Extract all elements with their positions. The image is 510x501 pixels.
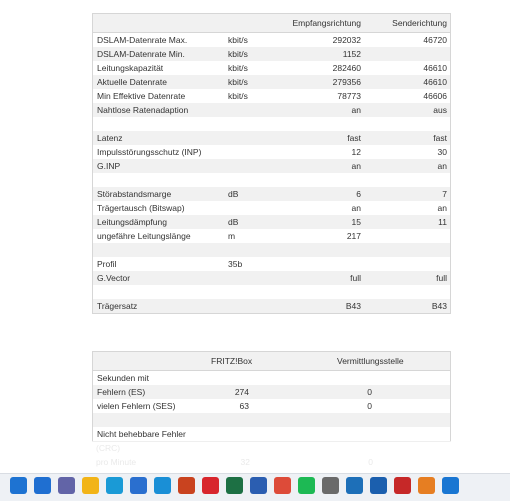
table-cell: kbit/s	[228, 91, 248, 101]
table-header-row	[93, 352, 450, 371]
table-row	[93, 201, 450, 215]
table-cell: B43	[431, 301, 447, 311]
table-row	[93, 371, 450, 385]
header-empfangsrichtung: Empfangsrichtung	[292, 18, 361, 28]
table-cell: Störabstandsmarge	[97, 189, 172, 199]
table-cell: 35b	[228, 259, 243, 269]
table-header-row	[93, 14, 450, 33]
table-row	[93, 145, 450, 159]
table-cell: an	[351, 105, 361, 115]
table-cell: 7	[442, 189, 447, 199]
table-row	[93, 89, 450, 103]
word-icon[interactable]	[250, 477, 267, 494]
table-cell: dB	[228, 217, 239, 227]
table-cell: B43	[345, 301, 361, 311]
table-cell: aus	[433, 105, 447, 115]
table-row	[93, 413, 450, 427]
chrome-icon[interactable]	[274, 477, 291, 494]
vpn-app-icon[interactable]	[346, 477, 363, 494]
table-cell: 292032	[332, 35, 361, 45]
table-row	[93, 385, 450, 399]
start-icon[interactable]	[10, 477, 27, 494]
store-icon[interactable]	[130, 477, 147, 494]
powerpoint-icon[interactable]	[178, 477, 195, 494]
table-row	[93, 47, 450, 61]
table-cell: m	[228, 231, 236, 241]
table-row	[93, 427, 450, 441]
table-cell: 6	[356, 189, 361, 199]
table-cell: Trägertausch (Bitswap)	[97, 203, 185, 213]
spotify-icon[interactable]	[298, 477, 315, 494]
table-cell: 15	[351, 217, 361, 227]
red-app-icon[interactable]	[394, 477, 411, 494]
table-cell: 78773	[337, 91, 361, 101]
table-cell: Nahtlose Ratenadaption	[97, 105, 189, 115]
table-cell: an	[437, 203, 447, 213]
table-cell: an	[437, 161, 447, 171]
teams-icon[interactable]	[58, 477, 75, 494]
table-cell: an	[351, 203, 361, 213]
table-row	[93, 187, 450, 201]
table-row	[93, 229, 450, 243]
table-cell: fast	[347, 133, 361, 143]
table-cell: Fehlern (ES)	[97, 387, 146, 397]
table-cell: 0	[367, 387, 372, 397]
table-row	[93, 215, 450, 229]
table-cell: G.Vector	[97, 273, 131, 283]
table-cell: kbit/s	[228, 35, 248, 45]
taskbar-overlay	[0, 441, 510, 473]
table-cell: DSLAM-Datenrate Max.	[97, 35, 188, 45]
header-senderichtung: Senderichtung	[392, 18, 447, 28]
table-cell: 63	[239, 401, 249, 411]
table-cell: full	[350, 273, 361, 283]
table-cell: Profil	[97, 259, 117, 269]
table-cell: 46720	[423, 35, 447, 45]
taskbar	[0, 441, 510, 500]
acrobat-icon[interactable]	[202, 477, 219, 494]
table-row	[93, 257, 450, 271]
table-row	[93, 117, 450, 131]
table-row	[93, 131, 450, 145]
table-cell: 217	[346, 231, 361, 241]
table-cell: kbit/s	[228, 77, 248, 87]
table-cell: Sekunden mit	[97, 373, 149, 383]
table-cell: dB	[228, 189, 239, 199]
table-cell: DSLAM-Datenrate Min.	[97, 49, 185, 59]
table-row	[93, 173, 450, 187]
table-cell: 0	[367, 401, 372, 411]
table-cell: an	[351, 161, 361, 171]
checkmark-app-icon[interactable]	[442, 477, 459, 494]
table-cell: 12	[351, 147, 361, 157]
table-cell: full	[436, 273, 447, 283]
table-cell: Min Effektive Datenrate	[97, 91, 186, 101]
table-cell: 279356	[332, 77, 361, 87]
header-fritzbox: FRITZ!Box	[211, 356, 253, 366]
table-row	[93, 285, 450, 299]
table-cell: kbit/s	[228, 63, 248, 73]
error-statistics-table	[92, 351, 451, 442]
table-cell: fast	[433, 133, 447, 143]
table-cell: Leitungsdämpfung	[97, 217, 167, 227]
table-cell: ungefähre Leitungslänge	[97, 231, 191, 241]
table-row	[93, 299, 450, 313]
table-row	[93, 33, 450, 47]
table-cell: 274	[234, 387, 249, 397]
table-row	[93, 103, 450, 117]
taskbar-bar	[0, 473, 510, 501]
table-cell: Trägersatz	[97, 301, 138, 311]
table-cell: Aktuelle Datenrate	[97, 77, 167, 87]
table-cell: G.INP	[97, 161, 121, 171]
header-vermittlungsstelle: Vermittlungsstelle	[337, 356, 404, 366]
dsl-line-table	[92, 13, 451, 314]
table-cell: 282460	[332, 63, 361, 73]
table-cell: 46610	[423, 77, 447, 87]
table-cell: 1152	[342, 49, 361, 59]
calendar-app-icon[interactable]	[370, 477, 387, 494]
table-row	[93, 75, 450, 89]
table-cell: Leitungskapazität	[97, 63, 164, 73]
table-cell: 30	[437, 147, 447, 157]
table-cell: Impulsstörungsschutz (INP)	[97, 147, 202, 157]
table-row	[93, 399, 450, 413]
table-cell: 11	[438, 217, 447, 227]
table-cell: vielen Fehlern (SES)	[97, 401, 176, 411]
table-cell: 46606	[423, 91, 447, 101]
edge-icon[interactable]	[106, 477, 123, 494]
table-row	[93, 159, 450, 173]
media-app-icon[interactable]	[418, 477, 435, 494]
table-cell: 46610	[423, 63, 447, 73]
table-cell: Nicht behebbare Fehler	[97, 429, 186, 439]
table-cell: kbit/s	[228, 49, 248, 59]
table-row	[93, 271, 450, 285]
table-row	[93, 61, 450, 75]
table-cell: Latenz	[97, 133, 123, 143]
clock-app-icon[interactable]	[322, 477, 339, 494]
file-explorer-icon[interactable]	[82, 477, 99, 494]
widgets-icon[interactable]	[34, 477, 51, 494]
excel-icon[interactable]	[226, 477, 243, 494]
launcher-l-icon[interactable]	[154, 477, 171, 494]
table-row	[93, 243, 450, 257]
